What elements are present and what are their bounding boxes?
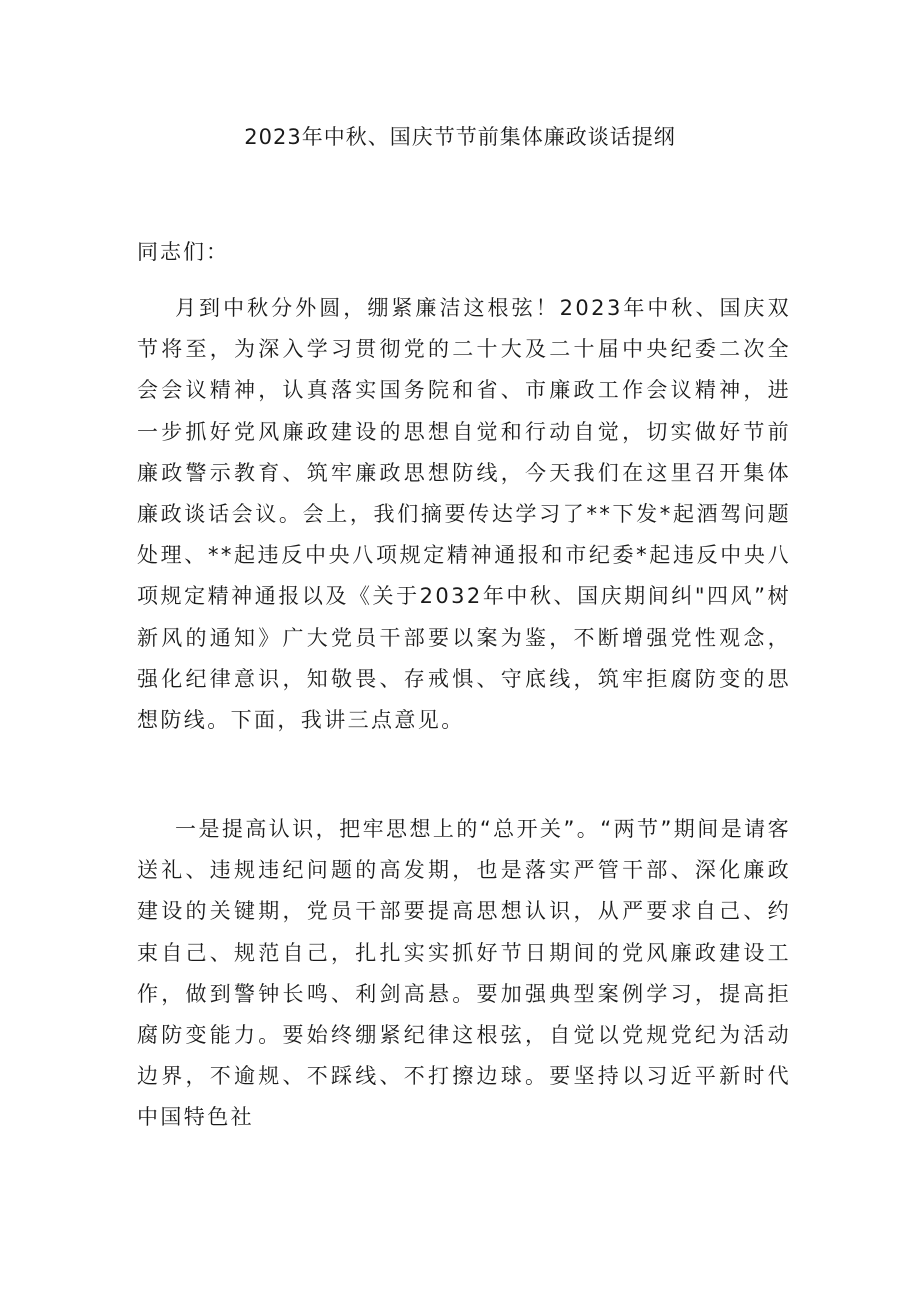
- salutation: 同志们：: [137, 240, 229, 264]
- document-title: 2023年中秋、国庆节节前集体廉政谈话提纲: [244, 125, 676, 149]
- body-paragraph-1: 月到中秋分外圆，绷紧廉洁这根弦！2023年中秋、国庆双节将至，为深入学习贯彻党的二十大及二十届中央纪委二次全会会议精神，认真落实国务院和省、市廉政工作会议精神，进一步抓好党风廉政建设的思想自觉和行动自觉，切实做好节前廉政警示教育、筑牢廉政思想防线，今天我们在这里召开集体廉政谈话会议。会上，我们摘要传达学习了**下发*起酒驾问题处理、**起违反中央八项规定精神通报和市纪委*起违反中央八项规定精神通报以及《关于2032年中秋、国庆期间纠"四风”树新风的通知》广大党员干部要以案为鉴，不断增强党性观念，强化纪律意识，知敬畏、存戒惧、守底线，筑牢拒腐防变的思想防线。下面，我讲三点意见。: [137, 296, 791, 733]
- body-paragraph-2: 一是提高认识，把牢思想上的“总开关”。“两节”期间是请客送礼、违规违纪问题的高发期，也是落实严管干部、深化廉政建设的关键期，党员干部要提高思想认识，从严要求自己、约束自己、规范自己，扎扎实实抓好节日期间的党风廉政建设工作，做到警钟长鸣、利剑高悬。要加强典型案例学习，提高拒腐防变能力。要始终绷紧纪律这根弦，自觉以党规党纪为活动边界，不逾规、不踩线、不打擦边球。要坚持以习近平新时代中国特色社: [137, 817, 791, 1130]
